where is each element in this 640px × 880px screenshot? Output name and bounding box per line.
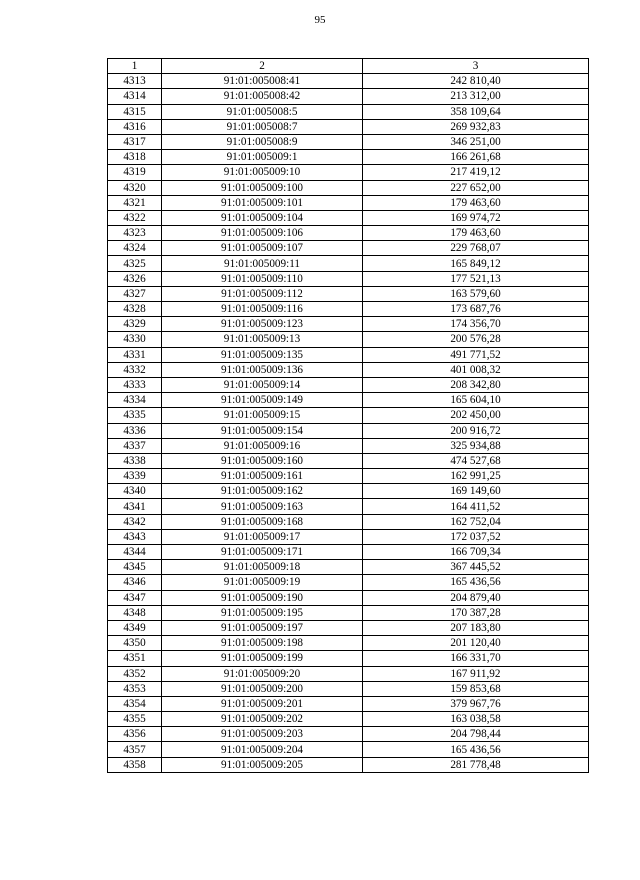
cadastral-number-cell: 91:01:005009:116 xyxy=(162,302,363,317)
cadastral-number-cell: 91:01:005009:107 xyxy=(162,241,363,256)
row-number-cell: 4343 xyxy=(108,529,162,544)
table-row xyxy=(108,727,589,742)
table-row xyxy=(108,742,589,757)
row-number-cell: 4333 xyxy=(108,377,162,392)
table-row xyxy=(108,590,589,605)
column-header-number: 1 xyxy=(108,59,162,74)
row-number-cell: 4336 xyxy=(108,423,162,438)
value-cell: 166 331,70 xyxy=(363,651,589,666)
value-cell: 165 436,56 xyxy=(363,742,589,757)
value-cell: 177 521,13 xyxy=(363,271,589,286)
cadastral-number-cell: 91:01:005008:9 xyxy=(162,134,363,149)
table-row xyxy=(108,560,589,575)
table-row xyxy=(108,317,589,332)
table-row xyxy=(108,545,589,560)
cadastral-number-cell: 91:01:005009:17 xyxy=(162,529,363,544)
row-number-cell: 4314 xyxy=(108,89,162,104)
value-cell: 201 120,40 xyxy=(363,636,589,651)
value-cell: 325 934,88 xyxy=(363,438,589,453)
cadastral-number-cell: 91:01:005009:110 xyxy=(162,271,363,286)
table-header-row xyxy=(108,59,589,74)
value-cell: 165 849,12 xyxy=(363,256,589,271)
cadastral-number-cell: 91:01:005009:149 xyxy=(162,393,363,408)
row-number-cell: 4322 xyxy=(108,210,162,225)
row-number-cell: 4347 xyxy=(108,590,162,605)
row-number-cell: 4321 xyxy=(108,195,162,210)
table-row xyxy=(108,210,589,225)
value-cell: 179 463,60 xyxy=(363,195,589,210)
cadastral-number-cell: 91:01:005009:171 xyxy=(162,545,363,560)
table-row xyxy=(108,286,589,301)
row-number-cell: 4351 xyxy=(108,651,162,666)
row-number-cell: 4350 xyxy=(108,636,162,651)
row-number-cell: 4335 xyxy=(108,408,162,423)
value-cell: 202 450,00 xyxy=(363,408,589,423)
table-row xyxy=(108,302,589,317)
row-number-cell: 4319 xyxy=(108,165,162,180)
table-row xyxy=(108,408,589,423)
row-number-cell: 4340 xyxy=(108,484,162,499)
column-header-cadastral-number: 2 xyxy=(162,59,363,74)
table-row xyxy=(108,104,589,119)
cadastral-number-cell: 91:01:005009:195 xyxy=(162,605,363,620)
value-cell: 166 261,68 xyxy=(363,150,589,165)
value-cell: 174 356,70 xyxy=(363,317,589,332)
row-number-cell: 4357 xyxy=(108,742,162,757)
value-cell: 491 771,52 xyxy=(363,347,589,362)
row-number-cell: 4316 xyxy=(108,119,162,134)
value-cell: 159 853,68 xyxy=(363,681,589,696)
value-cell: 162 752,04 xyxy=(363,514,589,529)
table-row xyxy=(108,575,589,590)
value-cell: 179 463,60 xyxy=(363,226,589,241)
table-row xyxy=(108,529,589,544)
value-cell: 217 419,12 xyxy=(363,165,589,180)
value-cell: 208 342,80 xyxy=(363,377,589,392)
value-cell: 165 604,10 xyxy=(363,393,589,408)
value-cell: 213 312,00 xyxy=(363,89,589,104)
table-row xyxy=(108,241,589,256)
cadastral-number-cell: 91:01:005008:7 xyxy=(162,119,363,134)
row-number-cell: 4337 xyxy=(108,438,162,453)
value-cell: 200 576,28 xyxy=(363,332,589,347)
column-header-value: 3 xyxy=(363,59,589,74)
table-row xyxy=(108,484,589,499)
cadastral-number-cell: 91:01:005008:41 xyxy=(162,74,363,89)
value-cell: 169 974,72 xyxy=(363,210,589,225)
table-row xyxy=(108,347,589,362)
table-row xyxy=(108,438,589,453)
row-number-cell: 4331 xyxy=(108,347,162,362)
cadastral-number-cell: 91:01:005009:10 xyxy=(162,165,363,180)
table-row xyxy=(108,362,589,377)
row-number-cell: 4355 xyxy=(108,712,162,727)
table-row xyxy=(108,666,589,681)
cadastral-number-cell: 91:01:005009:20 xyxy=(162,666,363,681)
cadastral-number-cell: 91:01:005009:168 xyxy=(162,514,363,529)
table-row xyxy=(108,757,589,772)
table-row xyxy=(108,499,589,514)
row-number-cell: 4313 xyxy=(108,74,162,89)
value-cell: 173 687,76 xyxy=(363,302,589,317)
value-cell: 164 411,52 xyxy=(363,499,589,514)
table-row xyxy=(108,453,589,468)
cadastral-number-cell: 91:01:005009:135 xyxy=(162,347,363,362)
cadastral-number-cell: 91:01:005008:5 xyxy=(162,104,363,119)
cadastral-number-cell: 91:01:005009:162 xyxy=(162,484,363,499)
row-number-cell: 4325 xyxy=(108,256,162,271)
row-number-cell: 4318 xyxy=(108,150,162,165)
row-number-cell: 4344 xyxy=(108,545,162,560)
cadastral-value-table xyxy=(107,58,589,773)
table-row xyxy=(108,651,589,666)
table-row xyxy=(108,620,589,635)
row-number-cell: 4342 xyxy=(108,514,162,529)
cadastral-number-cell: 91:01:005009:101 xyxy=(162,195,363,210)
table-row xyxy=(108,696,589,711)
cadastral-number-cell: 91:01:005009:16 xyxy=(162,438,363,453)
cadastral-number-cell: 91:01:005009:15 xyxy=(162,408,363,423)
row-number-cell: 4348 xyxy=(108,605,162,620)
row-number-cell: 4317 xyxy=(108,134,162,149)
row-number-cell: 4330 xyxy=(108,332,162,347)
row-number-cell: 4320 xyxy=(108,180,162,195)
value-cell: 207 183,80 xyxy=(363,620,589,635)
cadastral-number-cell: 91:01:005009:14 xyxy=(162,377,363,392)
value-cell: 169 149,60 xyxy=(363,484,589,499)
value-cell: 346 251,00 xyxy=(363,134,589,149)
table-row xyxy=(108,332,589,347)
page-number: 95 xyxy=(314,14,326,26)
cadastral-number-cell: 91:01:005009:11 xyxy=(162,256,363,271)
table-row xyxy=(108,377,589,392)
value-cell: 242 810,40 xyxy=(363,74,589,89)
row-number-cell: 4328 xyxy=(108,302,162,317)
table-row xyxy=(108,134,589,149)
row-number-cell: 4356 xyxy=(108,727,162,742)
row-number-cell: 4329 xyxy=(108,317,162,332)
table-row xyxy=(108,89,589,104)
value-cell: 204 879,40 xyxy=(363,590,589,605)
table-row xyxy=(108,150,589,165)
row-number-cell: 4352 xyxy=(108,666,162,681)
cadastral-number-cell: 91:01:005009:100 xyxy=(162,180,363,195)
value-cell: 172 037,52 xyxy=(363,529,589,544)
cadastral-number-cell: 91:01:005009:18 xyxy=(162,560,363,575)
table-row xyxy=(108,195,589,210)
cadastral-number-cell: 91:01:005009:13 xyxy=(162,332,363,347)
cadastral-number-cell: 91:01:005008:42 xyxy=(162,89,363,104)
table-row xyxy=(108,119,589,134)
table-row xyxy=(108,226,589,241)
value-cell: 163 579,60 xyxy=(363,286,589,301)
cadastral-number-cell: 91:01:005009:190 xyxy=(162,590,363,605)
cadastral-number-cell: 91:01:005009:163 xyxy=(162,499,363,514)
cadastral-number-cell: 91:01:005009:200 xyxy=(162,681,363,696)
table-row xyxy=(108,636,589,651)
cadastral-number-cell: 91:01:005009:161 xyxy=(162,469,363,484)
row-number-cell: 4339 xyxy=(108,469,162,484)
cadastral-number-cell: 91:01:005009:199 xyxy=(162,651,363,666)
table-row xyxy=(108,74,589,89)
row-number-cell: 4327 xyxy=(108,286,162,301)
cadastral-number-cell: 91:01:005009:201 xyxy=(162,696,363,711)
row-number-cell: 4349 xyxy=(108,620,162,635)
cadastral-number-cell: 91:01:005009:123 xyxy=(162,317,363,332)
value-cell: 167 911,92 xyxy=(363,666,589,681)
table-body xyxy=(108,74,589,773)
cadastral-number-cell: 91:01:005009:203 xyxy=(162,727,363,742)
value-cell: 163 038,58 xyxy=(363,712,589,727)
cadastral-number-cell: 91:01:005009:1 xyxy=(162,150,363,165)
value-cell: 269 932,83 xyxy=(363,119,589,134)
table-row xyxy=(108,681,589,696)
row-number-cell: 4358 xyxy=(108,757,162,772)
table-row xyxy=(108,393,589,408)
row-number-cell: 4346 xyxy=(108,575,162,590)
cadastral-number-cell: 91:01:005009:197 xyxy=(162,620,363,635)
cadastral-number-cell: 91:01:005009:112 xyxy=(162,286,363,301)
value-cell: 474 527,68 xyxy=(363,453,589,468)
cadastral-number-cell: 91:01:005009:204 xyxy=(162,742,363,757)
cadastral-number-cell: 91:01:005009:19 xyxy=(162,575,363,590)
table-row xyxy=(108,180,589,195)
row-number-cell: 4345 xyxy=(108,560,162,575)
cadastral-number-cell: 91:01:005009:205 xyxy=(162,757,363,772)
value-cell: 367 445,52 xyxy=(363,560,589,575)
value-cell: 379 967,76 xyxy=(363,696,589,711)
value-cell: 166 709,34 xyxy=(363,545,589,560)
cadastral-number-cell: 91:01:005009:106 xyxy=(162,226,363,241)
cadastral-number-cell: 91:01:005009:160 xyxy=(162,453,363,468)
cadastral-number-cell: 91:01:005009:198 xyxy=(162,636,363,651)
value-cell: 170 387,28 xyxy=(363,605,589,620)
row-number-cell: 4341 xyxy=(108,499,162,514)
table-row xyxy=(108,165,589,180)
value-cell: 281 778,48 xyxy=(363,757,589,772)
value-cell: 204 798,44 xyxy=(363,727,589,742)
value-cell: 401 008,32 xyxy=(363,362,589,377)
value-cell: 162 991,25 xyxy=(363,469,589,484)
row-number-cell: 4324 xyxy=(108,241,162,256)
value-cell: 358 109,64 xyxy=(363,104,589,119)
value-cell: 229 768,07 xyxy=(363,241,589,256)
row-number-cell: 4323 xyxy=(108,226,162,241)
table-row xyxy=(108,712,589,727)
table-row xyxy=(108,469,589,484)
row-number-cell: 4338 xyxy=(108,453,162,468)
row-number-cell: 4315 xyxy=(108,104,162,119)
value-cell: 200 916,72 xyxy=(363,423,589,438)
row-number-cell: 4353 xyxy=(108,681,162,696)
row-number-cell: 4332 xyxy=(108,362,162,377)
table-row xyxy=(108,423,589,438)
cadastral-number-cell: 91:01:005009:202 xyxy=(162,712,363,727)
value-cell: 165 436,56 xyxy=(363,575,589,590)
cadastral-number-cell: 91:01:005009:104 xyxy=(162,210,363,225)
cadastral-number-cell: 91:01:005009:136 xyxy=(162,362,363,377)
table-row xyxy=(108,514,589,529)
table-row xyxy=(108,256,589,271)
row-number-cell: 4354 xyxy=(108,696,162,711)
value-cell: 227 652,00 xyxy=(363,180,589,195)
row-number-cell: 4326 xyxy=(108,271,162,286)
table-row xyxy=(108,271,589,286)
row-number-cell: 4334 xyxy=(108,393,162,408)
table-row xyxy=(108,605,589,620)
cadastral-number-cell: 91:01:005009:154 xyxy=(162,423,363,438)
